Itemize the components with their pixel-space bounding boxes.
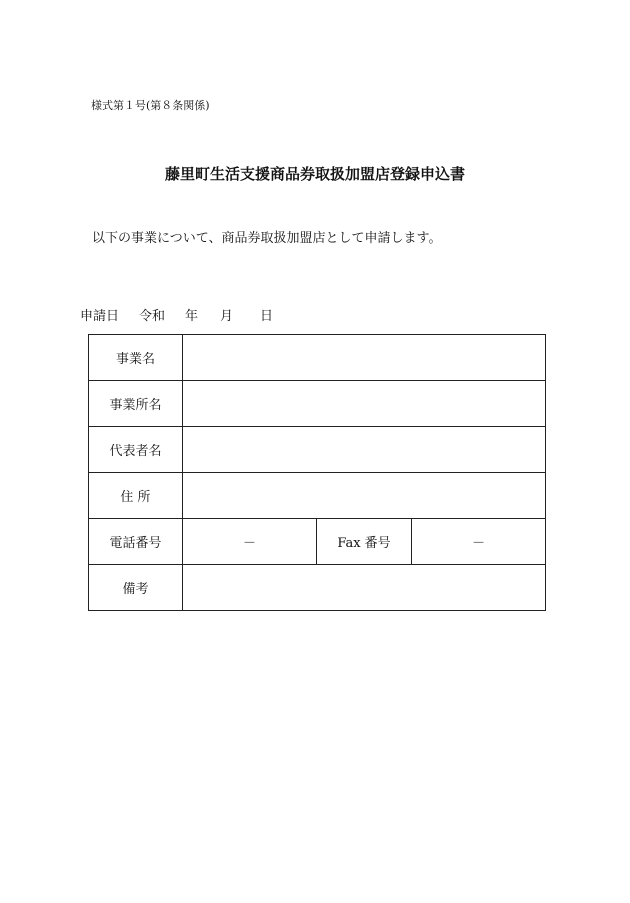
year-label: 年 <box>185 309 199 324</box>
fax-label: Fax 番号 <box>317 519 412 565</box>
remarks-label: 備考 <box>89 565 183 611</box>
document-title: 藤里町生活支援商品券取扱加盟店登録申込書 <box>164 165 465 183</box>
table-row <box>89 381 546 427</box>
day-label: 日 <box>260 309 274 324</box>
lead-text: 以下の事業について、商品券取扱加盟店として申請します。 <box>92 231 442 246</box>
address-field[interactable] <box>183 473 546 519</box>
office-name-field[interactable] <box>183 381 546 427</box>
table-row <box>89 565 546 611</box>
form-number: 様式第１号(第８条関係) <box>91 99 210 112</box>
table-row <box>89 335 546 381</box>
office-name-label: 事業所名 <box>89 381 183 427</box>
remarks-field[interactable] <box>183 565 546 611</box>
representative-field[interactable] <box>183 427 546 473</box>
date-label: 申請日 <box>80 309 120 324</box>
business-name-field[interactable] <box>183 335 546 381</box>
month-label: 月 <box>220 309 234 324</box>
address-label: 住 所 <box>89 473 183 519</box>
representative-label: 代表者名 <box>89 427 183 473</box>
fax-field[interactable]: － <box>412 519 546 565</box>
table-row <box>89 473 546 519</box>
table-row <box>89 519 546 565</box>
phone-label: 電話番号 <box>89 519 183 565</box>
table-row <box>89 427 546 473</box>
business-name-label: 事業名 <box>89 335 183 381</box>
era-label: 令和 <box>139 309 166 324</box>
phone-field[interactable]: － <box>183 519 317 565</box>
registration-form-table <box>88 334 546 611</box>
